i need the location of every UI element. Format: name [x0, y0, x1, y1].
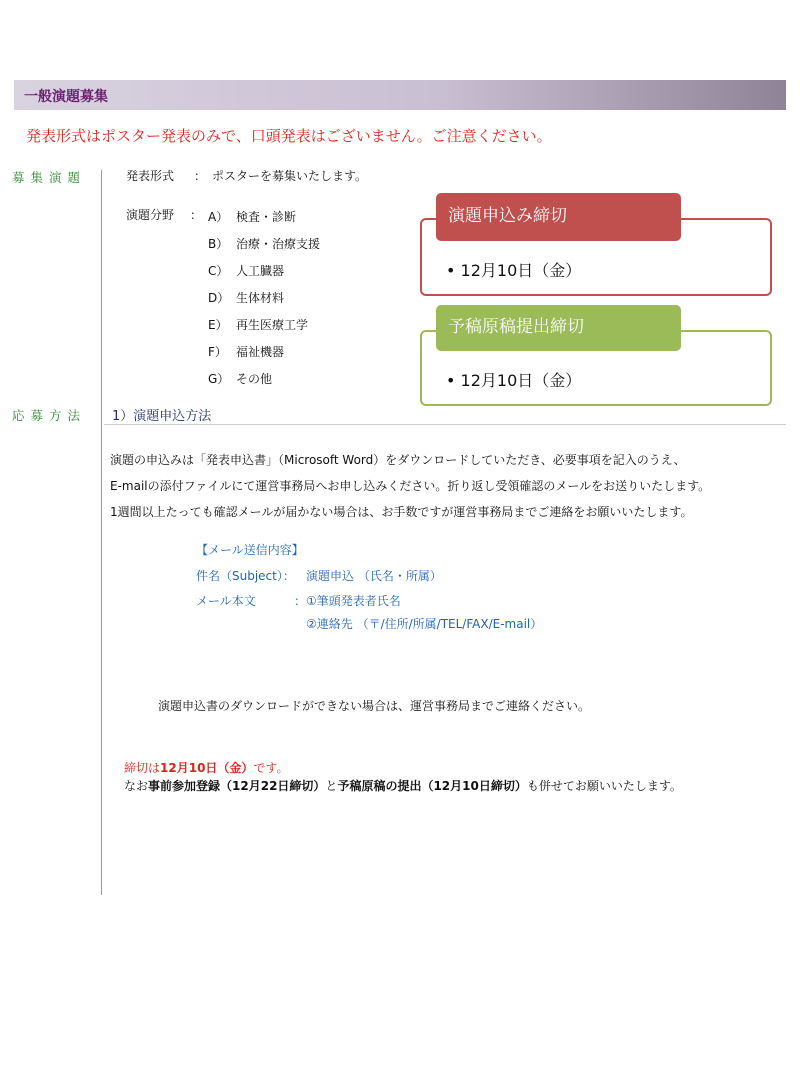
note-text: と: [325, 779, 338, 793]
fields-label: 演題分野: [126, 208, 175, 222]
list-item: [208, 235, 320, 262]
format-label: 発表形式: [126, 169, 175, 183]
fields-sep: ：: [190, 208, 203, 222]
paragraph-line-2: E-mailの添付ファイルにて運営事務局へお申し込みください。折り返し受領確認のメールをお送りいたします。: [110, 479, 711, 493]
mail-subject-label: 件名（Subject）：: [196, 569, 295, 583]
deadline-date: 12月10日（金）: [460, 371, 582, 390]
section-header-bar: [14, 80, 786, 110]
bullet: •: [446, 371, 456, 390]
list-item: [208, 370, 320, 397]
list-item: [208, 316, 320, 343]
vertical-divider: [101, 170, 102, 895]
field-name: 生体材料: [236, 291, 285, 305]
download-note: 演題申込書のダウンロードができない場合は、運営事務局までご連絡ください。: [158, 699, 591, 713]
mail-body-item-2: ②連絡先 （〒/住所/所属/TEL/FAX/E-mail）: [306, 617, 543, 631]
paragraph-line-1: 演題の申込みは「発表申込書」（Microsoft Word）をダウンロードしていただき、必要事項を記入のうえ、: [110, 453, 686, 467]
deadline-date: 12月10日（金）: [460, 261, 582, 280]
mail-body-item-1: ①筆頭発表者氏名: [306, 594, 401, 608]
bullet: •: [446, 261, 456, 280]
notice-text: 発表形式はポスター発表のみで、口頭発表はございません。ご注意ください。: [26, 127, 552, 145]
method-label: 応募方法: [12, 408, 87, 423]
mail-body-label: メール本文: [196, 594, 256, 608]
field-name: 福祉機器: [236, 345, 285, 359]
deadline-title-abstract: 演題申込み締切: [436, 193, 681, 241]
list-marker: A）: [208, 210, 229, 224]
list-item: [208, 343, 320, 370]
field-name: 人工臓器: [236, 264, 285, 278]
note-manuscript: 予稿原稿の提出（12月10日締切）: [337, 779, 527, 793]
section-title: 一般演題募集: [24, 89, 108, 105]
list-marker: G）: [208, 372, 230, 386]
paragraph-line-3: 1週間以上たっても確認メールが届かない場合は、お手数ですが運営事務局までご連絡をお願いいたします。: [110, 505, 693, 519]
list-item: [208, 208, 320, 235]
note-registration: 事前参加登録（12月22日締切）: [148, 779, 326, 793]
field-name: 再生医療工学: [236, 318, 309, 332]
note-text: なお: [124, 779, 149, 793]
list-marker: E）: [208, 318, 228, 332]
mail-subject-value: 演題申込 （氏名・所属）: [306, 569, 442, 583]
note-text: も併せてお願いいたします。: [526, 779, 682, 793]
deadline-note: [124, 759, 288, 776]
mail-heading: 【メール送信内容】: [196, 543, 304, 557]
field-name: その他: [236, 372, 273, 386]
fields-list: [208, 208, 320, 397]
deadline-value-abstract: [446, 258, 581, 281]
list-marker: F）: [208, 345, 227, 359]
deadline-title-manuscript: 予稿原稿提出締切: [436, 305, 681, 351]
list-marker: C）: [208, 264, 229, 278]
list-marker: B）: [208, 237, 229, 251]
format-value: ポスターを募集いたします。: [212, 169, 368, 183]
list-marker: D）: [208, 291, 230, 305]
list-item: [208, 289, 320, 316]
deadline-note-prefix: 締切は: [124, 761, 161, 775]
deadline-value-manuscript: [446, 368, 581, 391]
recruit-label: 募集演題: [12, 170, 87, 185]
field-name: 検査・診断: [236, 210, 297, 224]
method-rule: [104, 424, 786, 425]
deadline-note-date: 12月10日（金）: [160, 761, 254, 775]
combined-note: [124, 777, 682, 794]
list-item: [208, 262, 320, 289]
deadline-note-suffix: です。: [253, 761, 289, 775]
method-heading: 1）演題申込方法: [112, 409, 212, 424]
mail-body-sep: ：: [294, 594, 307, 608]
field-name: 治療・治療支援: [236, 237, 321, 251]
format-sep: ：: [194, 169, 207, 183]
